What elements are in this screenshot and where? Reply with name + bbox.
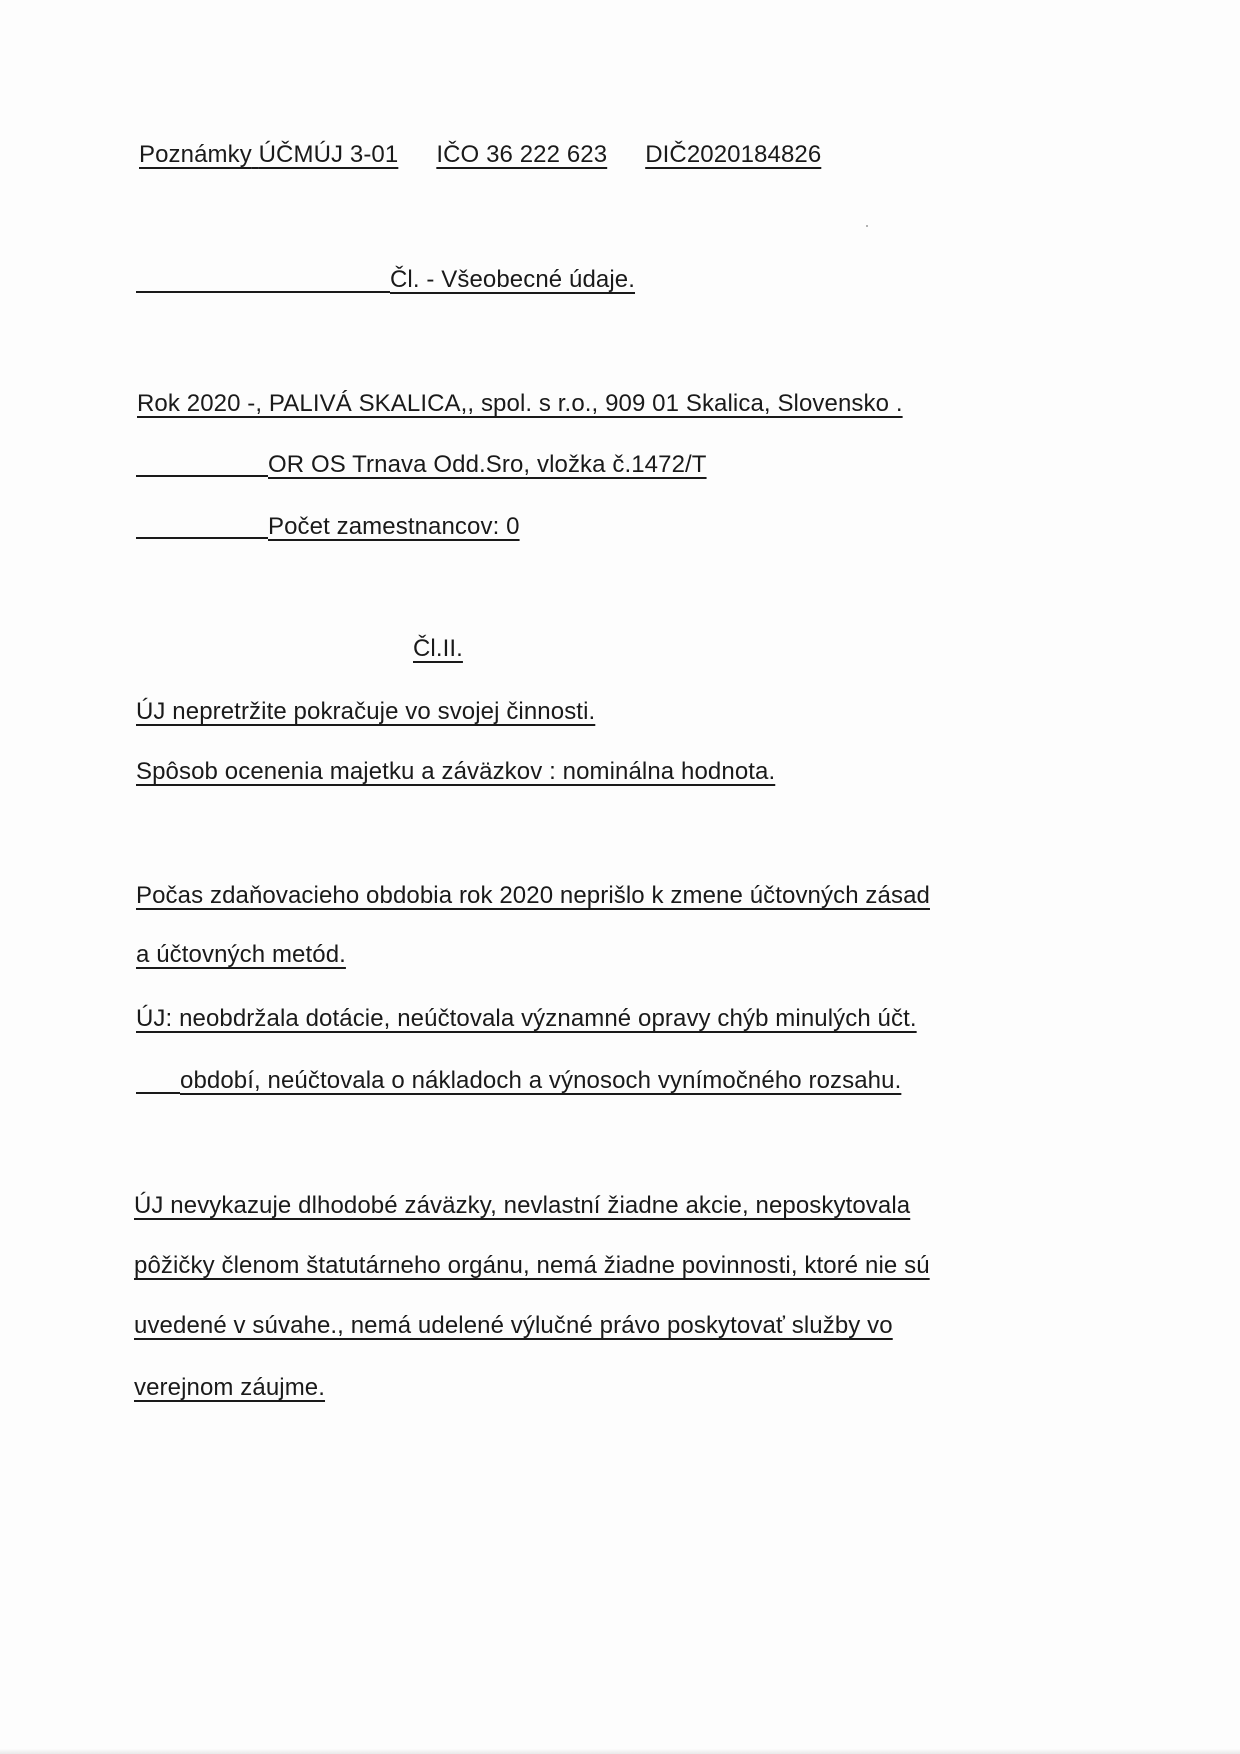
accounting-policy-line-1: Počas zdaňovacieho obdobia rok 2020 neprišlo k zmene účtovných zásad <box>136 882 930 909</box>
liabilities-line-4: verejnom záujme. <box>134 1374 326 1401</box>
liabilities-line-1: ÚJ nevykazuje dlhodobé záväzky, nevlastní žiadne akcie, neposkytovala <box>134 1192 911 1219</box>
subsidies-line-1: ÚJ: neobdržala dotácie, neúčtovala významné opravy chýb minulých účt. <box>136 1005 917 1032</box>
header-ico: IČO 36 222 623 <box>436 141 608 168</box>
liabilities-line-3: uvedené v súvahe., nemá udelené výlučné právo poskytovať služby vo <box>134 1312 893 1339</box>
accounting-policy-line-2: a účtovných metód. <box>136 941 346 968</box>
header-form: ÚČMÚJ 3-01 <box>258 141 399 168</box>
valuation-statement: Spôsob ocenenia majetku a záväzkov : nominálna hodnota. <box>136 758 776 785</box>
register-line: OR OS Trnava Odd.Sro, vložka č.1472/T <box>268 451 707 478</box>
header-label: Poznámky <box>139 141 252 168</box>
continuity-statement: ÚJ nepretržite pokračuje vo svojej činnosti. <box>136 698 596 725</box>
section1-rule <box>136 291 390 293</box>
register-rule <box>136 475 268 477</box>
subsidies-rule <box>136 1092 180 1094</box>
header-line <box>139 140 821 170</box>
employees-line: Počet zamestnancov: 0 <box>268 513 520 540</box>
employees-rule <box>136 537 268 539</box>
liabilities-line-2: pôžičky členom štatutárneho orgánu, nemá žiadne povinnosti, ktoré nie sú <box>134 1252 930 1279</box>
company-line: Rok 2020 -, PALIVÁ SKALICA,, spol. s r.o., 909 01 Skalica, Slovensko . <box>137 390 903 417</box>
section2-title: Čl.II. <box>413 635 463 662</box>
section1-title: Čl. - Všeobecné údaje. <box>390 266 636 293</box>
header-dic: DIČ2020184826 <box>645 141 822 168</box>
scan-bottom-edge <box>0 1748 1240 1754</box>
scan-speck <box>866 225 868 227</box>
subsidies-line-2: období, neúčtovala o nákladoch a výnosoch vynímočného rozsahu. <box>180 1067 902 1094</box>
